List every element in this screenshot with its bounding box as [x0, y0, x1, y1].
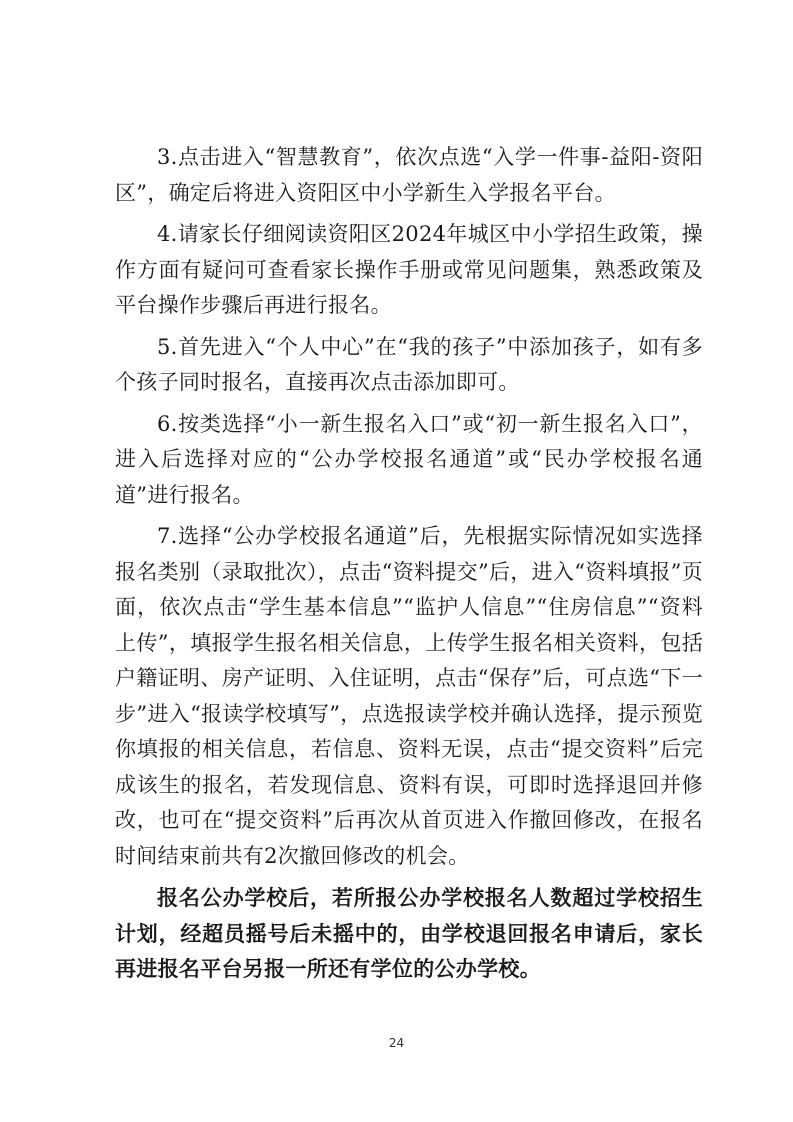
paragraph-step-7: 7.选择“公办学校报名通道”后，先根据实际情况如实选择报名类别（录取批次），点击“资料提交”后，进入“资料填报”页面，依次点击“学生基本信息”“监护人信息”“住房信息”“资料上传”，填报学生报名相关信息，上传学生报名相关资料，包括户籍证明、房产证明、入住证明，点击“保存”后，可点选“下一步”进入“报读学校填写”，点选报读学校并确认选择，提示预览你填报的相关信息，若信息、资料无误，点击“提交资料”后完成该生的报名，若发现信息、资料有误，可即时选择退回并修改，也可在“提交资料”后再次从首页进入作撤回修改，在报名时间结束前共有2次撤回修改的机会。: [115, 524, 703, 868]
paragraph-bold-note: 报名公办学校后，若所报公办学校报名人数超过学校招生计划，经超员摇号后未摇中的，由学校退回报名申请后，家长再进报名平台另报一所还有学位的公办学校。: [115, 885, 703, 981]
paragraph-step-6: 6.按类选择“小一新生报名入口”或“初一新生报名入口”，进入后选择对应的“公办学校报名通道”或“民办学校报名通道”进行报名。: [115, 411, 703, 507]
paragraph-step-5: 5.首先进入“个人中心”在“我的孩子”中添加孩子，如有多个孩子同时报名，直接再次点击添加即可。: [115, 334, 703, 394]
paragraph-step-4: 4.请家长仔细阅读资阳区2024年城区中小学招生政策，操作方面有疑问可查看家长操作手册或常见问题集，熟悉政策及平台操作步骤后再进行报名。: [115, 222, 703, 317]
document-body: [115, 140, 703, 993]
paragraph-step-3: 3.点击进入“智慧教育”，依次点选“入学一件事-益阳-资阳区”，确定后将进入资阳区中小学新生入学报名平台。: [115, 145, 703, 205]
page-number: 24: [388, 1036, 405, 1050]
